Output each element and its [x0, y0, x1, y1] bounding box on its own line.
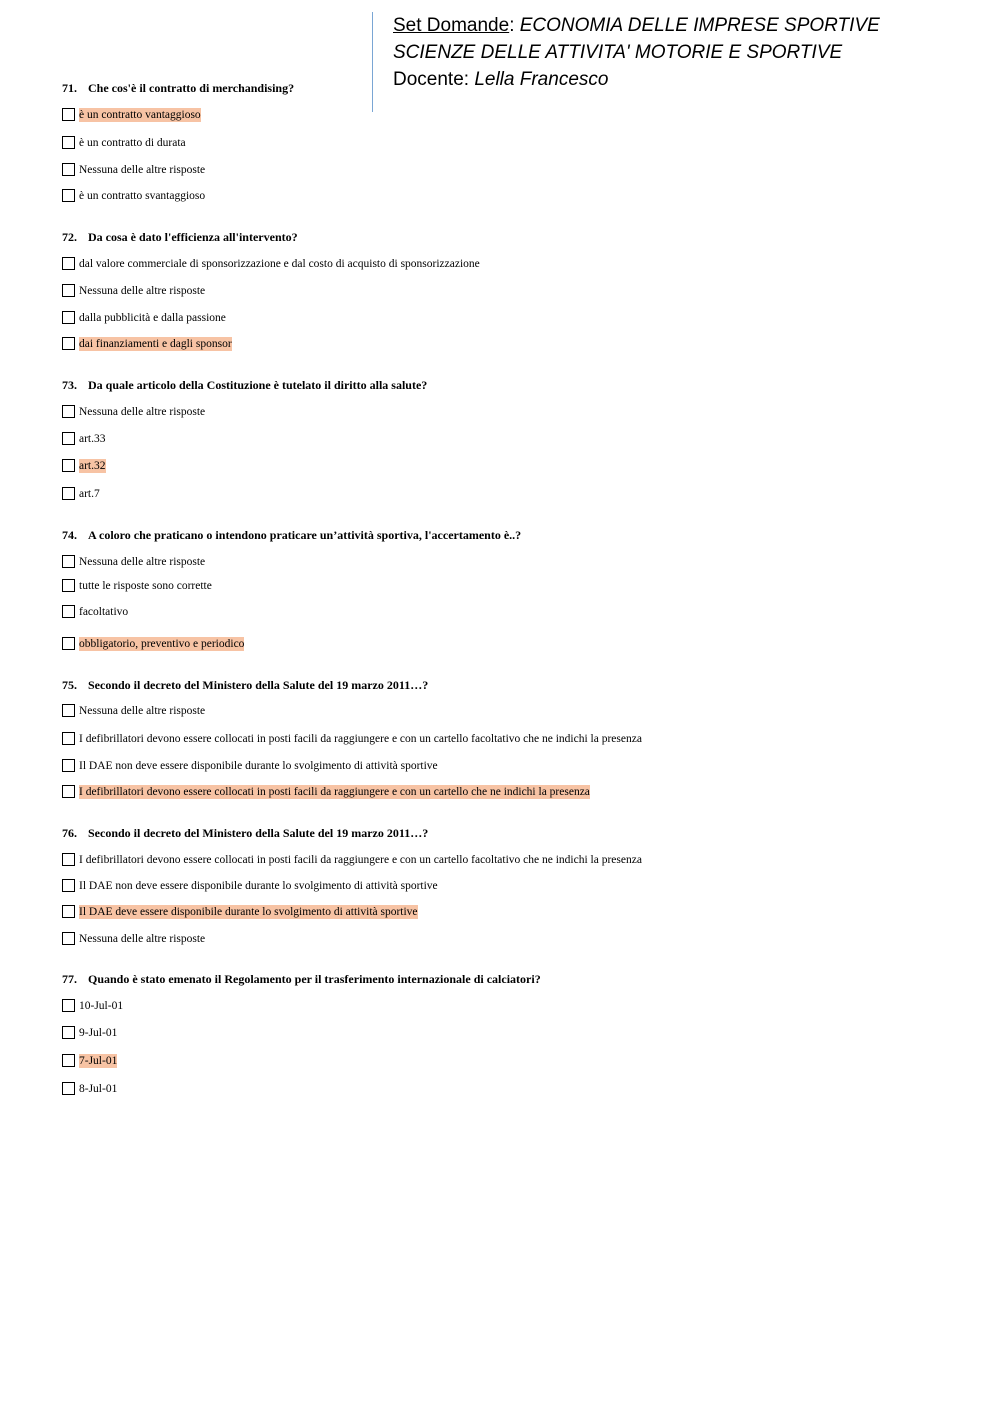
checkbox[interactable]: [62, 405, 75, 418]
checkbox[interactable]: [62, 1054, 75, 1067]
checkbox[interactable]: [62, 732, 75, 745]
question-text: Da quale articolo della Costituzione è tutelato il diritto alla salute?: [88, 378, 428, 392]
teacher-label: Docente:: [393, 69, 470, 90]
question-title: [62, 378, 427, 393]
checkbox[interactable]: [62, 555, 75, 568]
option-text: è un contratto svantaggioso: [79, 190, 206, 202]
teacher-name: Lella Francesco: [474, 69, 609, 90]
question-number: 75.: [62, 678, 77, 692]
question-number: 71.: [62, 81, 77, 95]
checkbox[interactable]: [62, 284, 75, 297]
option-text: art.7: [79, 488, 100, 500]
question-title: [62, 826, 428, 841]
question-text: A coloro che praticano o intendono praticare un’attività sportiva, l'accertamento è..?: [88, 528, 522, 542]
option-text: Nessuna delle altre risposte: [79, 705, 206, 717]
set-separator: :: [509, 15, 515, 36]
course-name: SCIENZE DELLE ATTIVITA' MOTORIE E SPORTIVE: [393, 42, 843, 63]
option-text: 7-Jul-01: [79, 1055, 118, 1067]
option-text: 10-Jul-01: [79, 1000, 124, 1012]
checkbox[interactable]: [62, 487, 75, 500]
question-text: Da cosa è dato l'efficienza all'intervento?: [88, 230, 298, 244]
option-text: è un contratto di durata: [79, 137, 186, 149]
checkbox[interactable]: [62, 1026, 75, 1039]
question-number: 74.: [62, 528, 77, 542]
question-number: 77.: [62, 972, 77, 986]
checkbox[interactable]: [62, 459, 75, 472]
question-text: Secondo il decreto del Ministero della Salute del 19 marzo 2011…?: [88, 826, 429, 840]
set-label: Set Domande: [393, 15, 510, 36]
checkbox[interactable]: [62, 905, 75, 918]
checkbox[interactable]: [62, 853, 75, 866]
teacher-line: [393, 66, 972, 93]
question-number: 72.: [62, 230, 77, 244]
checkbox[interactable]: [62, 257, 75, 270]
checkbox[interactable]: [62, 311, 75, 324]
option-text: obbligatorio, preventivo e periodico: [79, 638, 245, 650]
question-title: [62, 528, 521, 543]
checkbox[interactable]: [62, 579, 75, 592]
option-text: art.32: [79, 460, 106, 472]
option-text: Nessuna delle altre risposte: [79, 164, 206, 176]
option-text: dai finanziamenti e dagli sponsor: [79, 338, 232, 350]
question-number: 76.: [62, 826, 77, 840]
option-text: 9-Jul-01: [79, 1027, 118, 1039]
question-title: [62, 81, 294, 96]
checkbox[interactable]: [62, 163, 75, 176]
option-text: dalla pubblicità e dalla passione: [79, 312, 226, 324]
checkbox[interactable]: [62, 759, 75, 772]
checkbox[interactable]: [62, 637, 75, 650]
option-text: Nessuna delle altre risposte: [79, 285, 206, 297]
option-text: Il DAE non deve essere disponibile durante lo svolgimento di attività sportive: [79, 880, 438, 892]
checkbox[interactable]: [62, 704, 75, 717]
checkbox[interactable]: [62, 879, 75, 892]
option-text: dal valore commerciale di sponsorizzazione e dal costo di acquisto di sponsorizzazione: [79, 258, 480, 270]
checkbox[interactable]: [62, 999, 75, 1012]
option-text: Il DAE non deve essere disponibile durante lo svolgimento di attività sportive: [79, 760, 438, 772]
option-text: Il DAE deve essere disponibile durante lo svolgimento di attività sportive: [79, 906, 418, 918]
option-text: 8-Jul-01: [79, 1083, 118, 1095]
option-text: I defibrillatori devono essere collocati in posti facili da raggiungere e con un cartello che ne indichi la presenza: [79, 786, 590, 798]
question-text: Secondo il decreto del Ministero della Salute del 19 marzo 2011…?: [88, 678, 429, 692]
question-title: [62, 972, 541, 987]
checkbox[interactable]: [62, 136, 75, 149]
checkbox[interactable]: [62, 1082, 75, 1095]
checkbox[interactable]: [62, 189, 75, 202]
option-text: Nessuna delle altre risposte: [79, 556, 206, 568]
checkbox[interactable]: [62, 785, 75, 798]
checkbox[interactable]: [62, 337, 75, 350]
question-text: Quando è stato emenato il Regolamento per il trasferimento internazionale di calciatori?: [88, 972, 541, 986]
question-text: Che cos'è il contratto di merchandising?: [88, 81, 295, 95]
option-text: Nessuna delle altre risposte: [79, 933, 206, 945]
checkbox[interactable]: [62, 932, 75, 945]
option-text: facoltativo: [79, 606, 129, 618]
checkbox[interactable]: [62, 108, 75, 121]
checkbox[interactable]: [62, 432, 75, 445]
option-text: Nessuna delle altre risposte: [79, 406, 206, 418]
option-text: art.33: [79, 433, 106, 445]
question-number: 73.: [62, 378, 77, 392]
document-header: [372, 12, 972, 112]
set-title: ECONOMIA DELLE IMPRESE SPORTIVE: [519, 15, 880, 36]
option-text: I defibrillatori devono essere collocati in posti facili da raggiungere e con un cartello facoltativo che ne indichi la presenza: [79, 733, 642, 745]
question-title: [62, 230, 298, 245]
option-text: I defibrillatori devono essere collocati in posti facili da raggiungere e con un cartello facoltativo che ne indichi la presenza: [79, 854, 642, 866]
option-text: tutte le risposte sono corrette: [79, 580, 212, 592]
question-title: [62, 678, 428, 693]
option-text: è un contratto vantaggioso: [79, 109, 201, 121]
checkbox[interactable]: [62, 605, 75, 618]
question-set-line: [393, 12, 972, 39]
